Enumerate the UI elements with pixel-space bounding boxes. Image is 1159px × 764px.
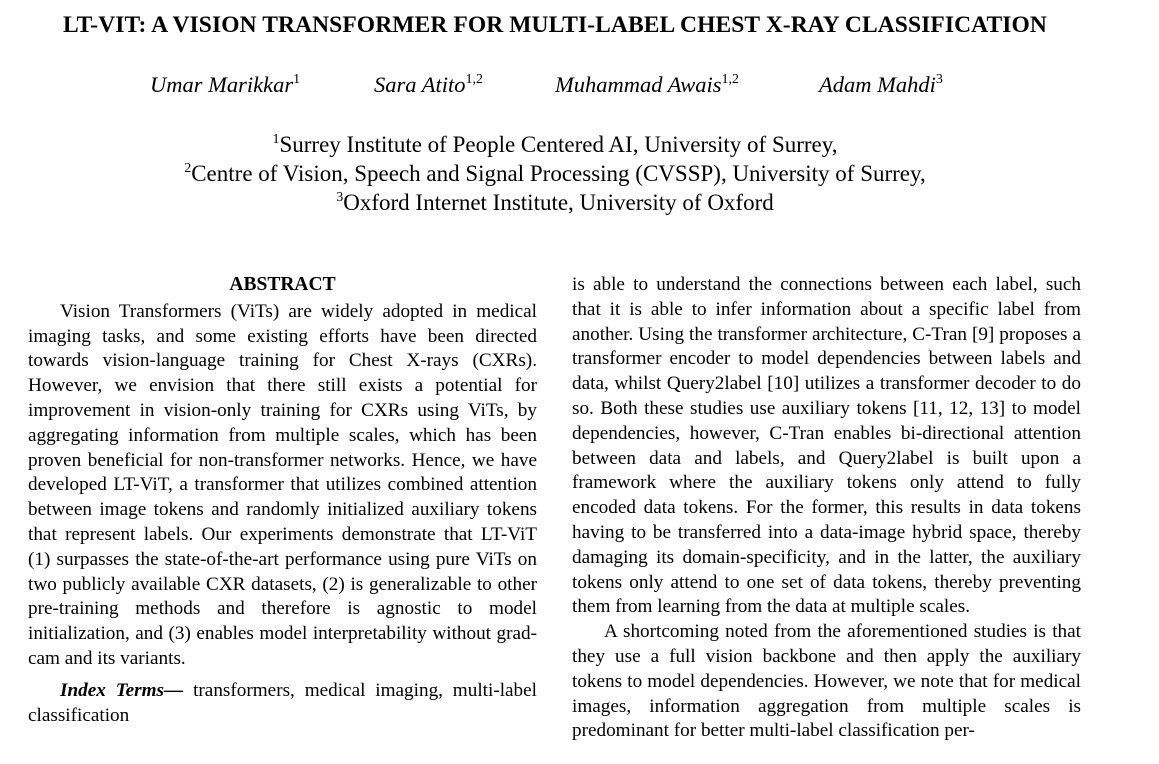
author-affiliation-mark: 1 bbox=[293, 72, 301, 87]
affiliation-mark: 1 bbox=[272, 132, 280, 147]
author bbox=[374, 72, 483, 98]
paper-title: LT-VIT: A VISION TRANSFORMER FOR MULTI-LABEL CHEST X-RAY CLASSIFICATION bbox=[63, 12, 1047, 38]
author-name: Muhammad Awais bbox=[555, 72, 722, 97]
author bbox=[555, 72, 739, 98]
right-column bbox=[572, 273, 1081, 744]
affiliation-text: Surrey Institute of People Centered AI, University of Surrey, bbox=[279, 132, 838, 157]
affiliation-text: Centre of Vision, Speech and Signal Processing (CVSSP), University of Surrey, bbox=[191, 161, 926, 186]
abstract-body: Vision Transformers (ViTs) are widely adopted in medical imaging tasks, and some existing efforts have been directed towards vision-language training for Chest X-rays (CXRs). However, we envision that there still exists a potential for improvement in vision-only training for CXRs using ViTs, by aggregating information from multiple scales, which has been proven beneficial for non-transformer networks. Hence, we have developed LT-ViT, a transformer that utilizes combined attention between image tokens and randomly initialized auxiliary tokens that represent labels. Our experiments demonstrate that LT-ViT (1) surpasses the state-of-the-art performance using pure ViTs on two publicly available CXR datasets, (2) is generalizable to other pre-training methods and therefore is agnostic to model initialization, and (3) enables model interpretability without grad-cam and its variants. bbox=[28, 300, 537, 669]
author-name: Umar Marikkar bbox=[150, 72, 294, 97]
affiliation bbox=[0, 188, 1110, 217]
index-terms bbox=[28, 679, 537, 729]
author bbox=[150, 72, 300, 98]
abstract-heading: ABSTRACT bbox=[229, 274, 336, 295]
author-name: Sara Atito bbox=[374, 72, 466, 97]
author-affiliation-mark: 1,2 bbox=[721, 72, 739, 87]
body-paragraph: is able to understand the connections between each label, such that it is able to infer information about a specific label from another. Using the transformer architecture, C-Tran [9] proposes a transformer encoder to model dependencies between labels and data, whilst Query2label [10] utilizes a transformer decoder to do so. Both these studies use auxiliary tokens [11, 12, 13] to model dependencies, however, C-Tran enables bi-directional attention between data and labels, and Query2label is built upon a framework where the auxiliary tokens only attend to fully encoded data tokens. For the former, this results in data tokens having to be transferred into a data-image hybrid space, thereby damaging its domain-specificity, and in the latter, the auxiliary tokens only attend to one set of data tokens, thereby preventing them from learning from the data at multiple scales. bbox=[572, 274, 1081, 618]
author-name: Adam Mahdi bbox=[819, 72, 936, 97]
author-affiliation-mark: 1,2 bbox=[465, 72, 483, 87]
left-column bbox=[28, 273, 537, 728]
index-terms-text: transformers, medical imaging, multi-label classification bbox=[28, 679, 537, 726]
affiliation-mark: 2 bbox=[184, 161, 192, 176]
affiliation bbox=[0, 159, 1110, 188]
index-terms-label: Index Terms— bbox=[60, 679, 184, 701]
body-paragraph: A shortcoming noted from the aforementioned studies is that they use a full vision backbone and then apply the auxiliary tokens to model dependencies. However, we note that for medical images, information aggregation from multiple scales is predominant for better multi-label classification per- bbox=[572, 621, 1081, 742]
affiliation-text: Oxford Internet Institute, University of Oxford bbox=[343, 190, 774, 215]
author-affiliation-mark: 3 bbox=[935, 72, 943, 87]
affiliation-list bbox=[0, 130, 1110, 217]
affiliation bbox=[0, 130, 1110, 159]
affiliation-mark: 3 bbox=[336, 190, 344, 205]
author bbox=[819, 72, 943, 98]
